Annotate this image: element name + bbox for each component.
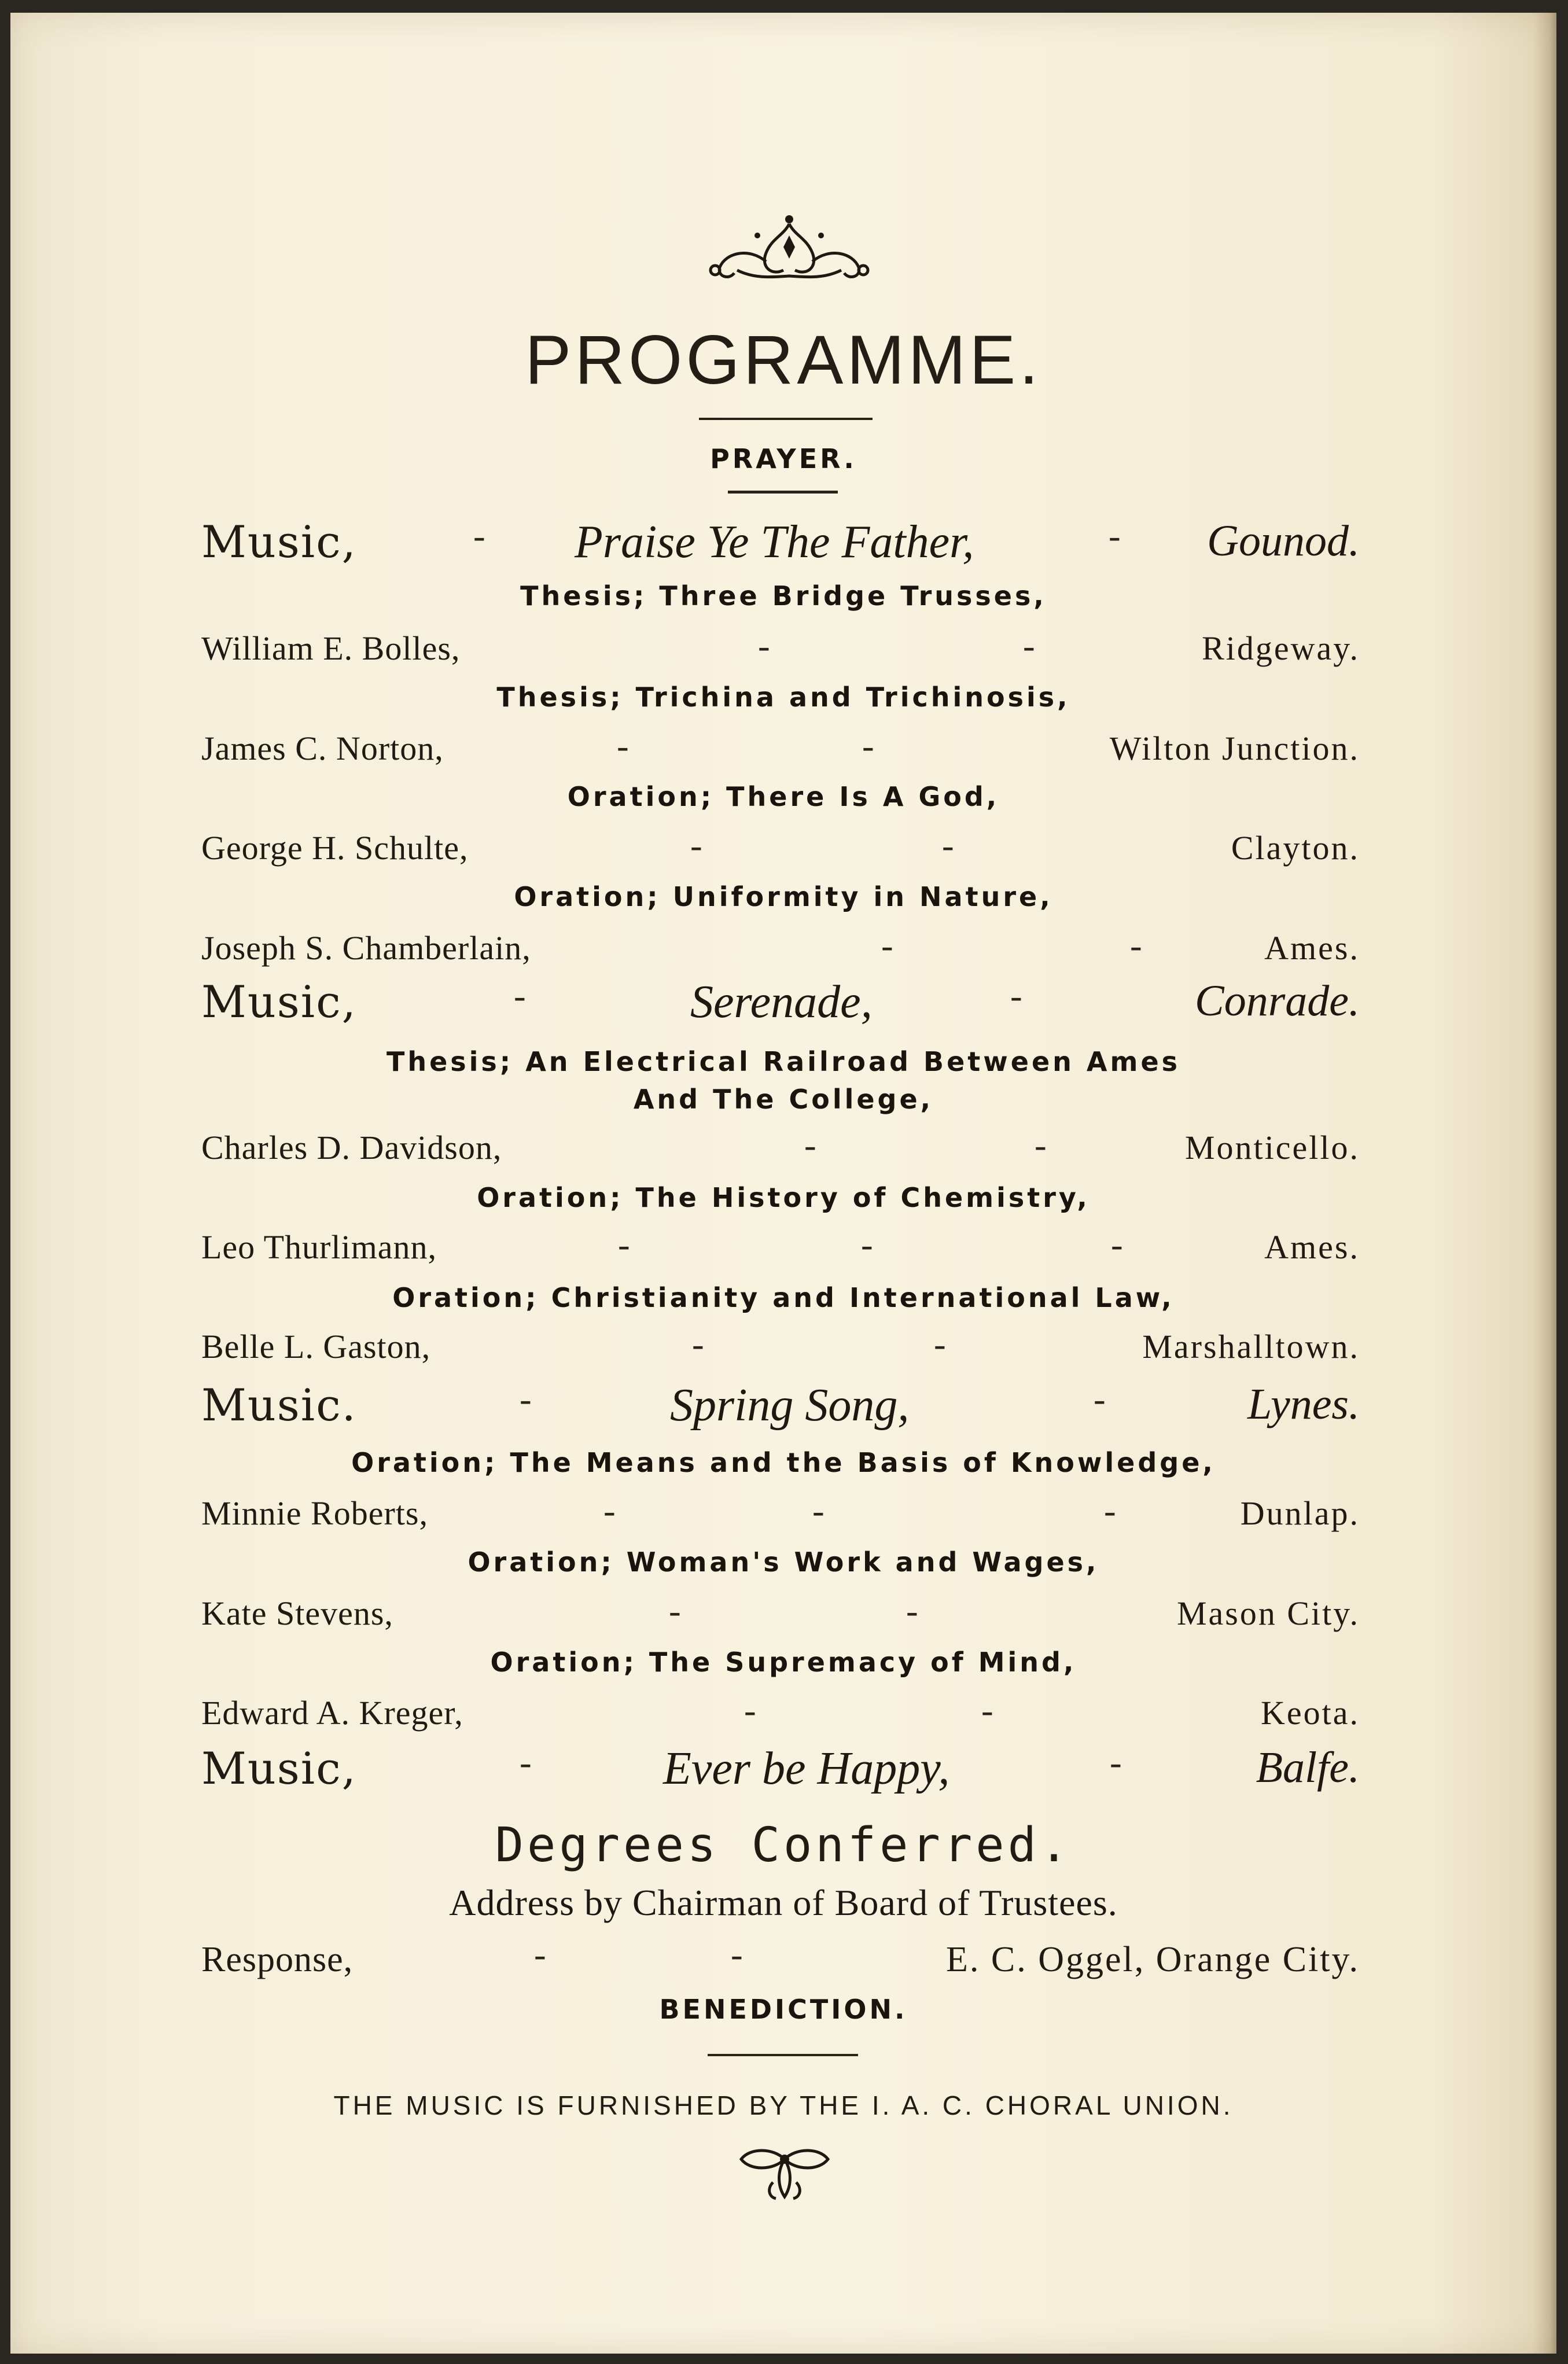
dash: - (1035, 1126, 1047, 1165)
footer-note: THE MUSIC IS FURNISHED BY THE I. A. C. CHORAL UNION. (333, 2090, 1234, 2120)
dash: - (744, 1691, 756, 1730)
dash: - (861, 1225, 873, 1265)
bottom-ornament-icon (733, 2142, 837, 2205)
dash: - (758, 627, 770, 666)
music-composer: Balfe. (1256, 1743, 1360, 1792)
dash: - (942, 826, 954, 866)
item-topic: Oration; There Is A God, (567, 781, 1000, 812)
music-row-2 (10, 976, 1556, 1040)
item-person: William E. Bolles, (201, 629, 461, 667)
item-person: Charles D. Davidson, (201, 1129, 502, 1166)
dash: - (1110, 1743, 1122, 1783)
dash: - (618, 1225, 630, 1265)
benediction-rule (708, 2054, 858, 2056)
degrees-conferred: Degrees Conferred. (495, 1818, 1072, 1873)
item-place: Wilton Junction. (1109, 730, 1360, 767)
dash: - (1010, 977, 1022, 1016)
dash: - (473, 517, 485, 556)
item-person: Belle L. Gaston, (201, 1328, 431, 1365)
music-label: Music, (201, 1743, 357, 1794)
dash: - (862, 727, 874, 766)
item-person: Leo Thurlimann, (201, 1228, 437, 1266)
music-piece: Praise Ye The Father, (575, 517, 974, 568)
dash: - (617, 727, 629, 766)
dash: - (534, 1935, 546, 1975)
dash: - (520, 1380, 532, 1419)
music-composer: Gounod. (1207, 517, 1360, 565)
music-composer: Conrade. (1195, 977, 1360, 1025)
dash: - (981, 1691, 993, 1730)
item-place: Dunlap. (1240, 1494, 1360, 1532)
music-piece: Serenade, (690, 977, 873, 1028)
item-topic: Oration; Woman's Work and Wages, (468, 1546, 1099, 1578)
benediction-heading: BENEDICTION. (659, 1994, 908, 2025)
item-topic: Oration; The History of Chemistry, (477, 1182, 1090, 1213)
music-label: Music, (201, 976, 357, 1028)
page-title: PROGRAMME. (525, 321, 1042, 399)
dash: - (1130, 926, 1142, 966)
dash: - (692, 1325, 704, 1364)
response-label: Response, (201, 1940, 354, 1979)
dash: - (1023, 627, 1035, 666)
dash: - (812, 1492, 825, 1531)
item-person: George H. Schulte, (201, 829, 469, 867)
item-place: Marshalltown. (1142, 1328, 1360, 1365)
item-topic: Oration; The Means and the Basis of Knowledge, (351, 1447, 1216, 1478)
response-by: E. C. Oggel, Orange City. (946, 1940, 1360, 1979)
dash: - (514, 977, 526, 1016)
music-piece: Spring Song, (670, 1380, 910, 1431)
item-topic: Thesis; Three Bridge Trusses, (520, 580, 1047, 612)
item-place: Keota. (1261, 1694, 1360, 1732)
item-person: Minnie Roberts, (201, 1494, 428, 1532)
music-row-4 (10, 1743, 1556, 1806)
dash: - (804, 1126, 816, 1165)
item-topic: Oration; The Supremacy of Mind, (490, 1647, 1077, 1678)
dash: - (934, 1325, 946, 1364)
item-place: Ames. (1264, 929, 1360, 967)
music-label: Music, (201, 516, 357, 568)
dash: - (520, 1743, 532, 1783)
music-row-3 (10, 1379, 1556, 1443)
item-person: Edward A. Kreger, (201, 1694, 463, 1732)
top-ornament-icon (702, 212, 876, 288)
item-person: James C. Norton, (201, 730, 444, 767)
item-topic: Thesis; Trichina and Trichinosis, (496, 682, 1070, 713)
dash: - (906, 1592, 918, 1631)
item-topic: Oration; Uniformity in Nature, (514, 881, 1053, 912)
address-line: Address by Chairman of Board of Trustees. (449, 1882, 1118, 1923)
dash: - (1109, 517, 1121, 556)
item-person: Joseph S. Chamberlain, (201, 929, 531, 967)
title-rule (699, 418, 873, 420)
dash: - (690, 826, 702, 866)
dash: - (1111, 1225, 1123, 1265)
item-place: Clayton. (1231, 829, 1360, 867)
item-topic: Thesis; An Electrical Railroad Between Ames (386, 1046, 1181, 1077)
item-person: Kate Stevens, (201, 1595, 393, 1632)
prayer-rule (728, 491, 838, 494)
item-topic-line2: And The College, (633, 1084, 934, 1115)
item-place: Ames. (1264, 1228, 1360, 1266)
item-topic: Oration; Christianity and International Law, (392, 1282, 1175, 1313)
dash: - (731, 1935, 743, 1975)
music-piece: Ever be Happy, (663, 1743, 950, 1794)
item-place: Mason City. (1176, 1595, 1360, 1632)
item-place: Monticello. (1184, 1129, 1360, 1166)
dash: - (669, 1592, 681, 1631)
prayer-heading: PRAYER. (710, 443, 857, 474)
programme-page (10, 13, 1556, 2354)
item-place: Ridgeway. (1202, 629, 1360, 667)
music-row-1 (10, 516, 1556, 580)
music-composer: Lynes. (1247, 1380, 1360, 1428)
dash: - (881, 926, 893, 966)
dash: - (1094, 1380, 1106, 1419)
dash: - (1104, 1492, 1116, 1531)
music-label: Music. (201, 1379, 357, 1431)
dash: - (603, 1492, 616, 1531)
